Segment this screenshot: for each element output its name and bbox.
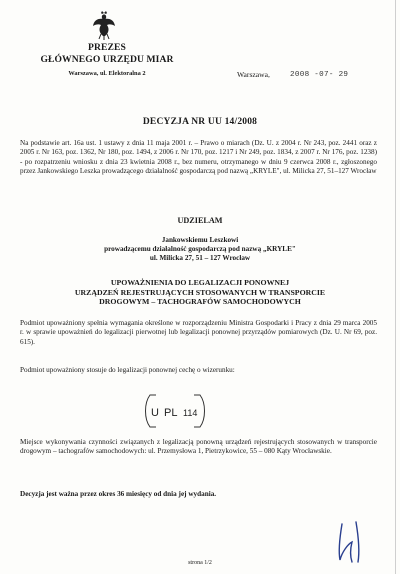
eagle-emblem-icon xyxy=(92,10,116,40)
validity-statement: Decyzja jest ważna przez okres 36 miesięcy od dnia jej wydania. xyxy=(20,490,217,498)
page-number: strona 1/2 xyxy=(188,560,212,566)
mark-country-code: PL xyxy=(164,407,178,419)
issuer-title-line1: PREZES xyxy=(88,42,126,53)
issue-date-stamp: 2008 -07- 29 xyxy=(290,71,349,79)
handwritten-initials-signature xyxy=(326,516,376,566)
decision-number: DECYZJA NR UU 14/2008 xyxy=(142,117,258,127)
issuer-title xyxy=(22,42,192,66)
authorization-title-line1: UPOWAŻNIENIA DO LEGALIZACJI PONOWNEJ xyxy=(110,278,290,287)
mark-intro-paragraph: Podmiot upoważniony stosuje do legalizacji ponownej cechę o wizerunku: xyxy=(20,366,235,374)
location-paragraph: Miejsce wykonywania czynności związanych z legalizacją ponowną urządzeń rejestrujących stosowanych w transporcie drogowym – tachografów samochodowych: ul. Przemysłowa 1, Pietrzykowice, 55 – 080 Kąty Wrocławskie. xyxy=(20,438,377,456)
scan-edge-divider xyxy=(395,0,396,574)
issuer-address: Warszawa, ul. Elektoralna 2 xyxy=(68,70,146,77)
issue-place: Warszawa, xyxy=(237,70,270,79)
recipient-business: prowadzącemu działalność gospodarczą pod nazwą „KRYLE" xyxy=(104,245,296,254)
legalization-mark-seal xyxy=(140,391,210,431)
grant-heading: UDZIELAM xyxy=(177,216,223,225)
mark-number: 114 xyxy=(183,408,198,418)
recipient-address: ul. Milicka 27, 51 – 127 Wrocław xyxy=(149,254,251,263)
requirements-paragraph: Podmiot upoważniony spełnia wymagania określone w rozporządzeniu Ministra Gospodarki i Pracy z dnia 29 marca 2005 r. w sprawie upoważnień do legalizacji pierwotnej lub legalizacji ponownej przyrządów pomiarowych (Dz. U. Nr 69, poz. 615). xyxy=(20,319,377,346)
authorization-title-line2: URZĄDZEŃ REJESTRUJĄCYCH STOSOWANYCH W TRANSPORCIE xyxy=(74,287,326,297)
recipient-name: Jankowskiemu Leszkowi xyxy=(161,236,239,244)
issuer-title-line2: GŁÓWNEGO URZĘDU MIAR xyxy=(40,54,174,65)
legal-basis-paragraph: Na podstawie art. 16a ust. 1 ustawy z dnia 11 maja 2001 r. – Prawo o miarach (Dz. U. z 2004 r. Nr 243, poz. 2441 oraz z 2005 r. Nr 163, poz. 1362, Nr 180, poz. 1494, z 2006 r. Nr 170, poz. 1217 i Nr 249, poz. 1834, z 2007 r. Nr 176, poz. 1238) - po rozpatrzeniu wniosku z dnia 23 kwietnia 2008 r., bez numeru, otrzymanego w dniu 9 czerwca 2008 r., zgłoszonego przez Jankowskiego Leszka prowadzącego działalność gospodarczą pod nazwą „KRYLE", ul. Milicka 27, 51–127 Wrocław xyxy=(20,139,377,175)
authorization-title xyxy=(0,278,400,307)
recipient-block xyxy=(0,236,400,264)
mark-letter-u: U xyxy=(151,407,159,419)
authorization-title-line3: DROGOWYM – TACHOGRAFÓW SAMOCHODOWYCH xyxy=(99,297,301,307)
